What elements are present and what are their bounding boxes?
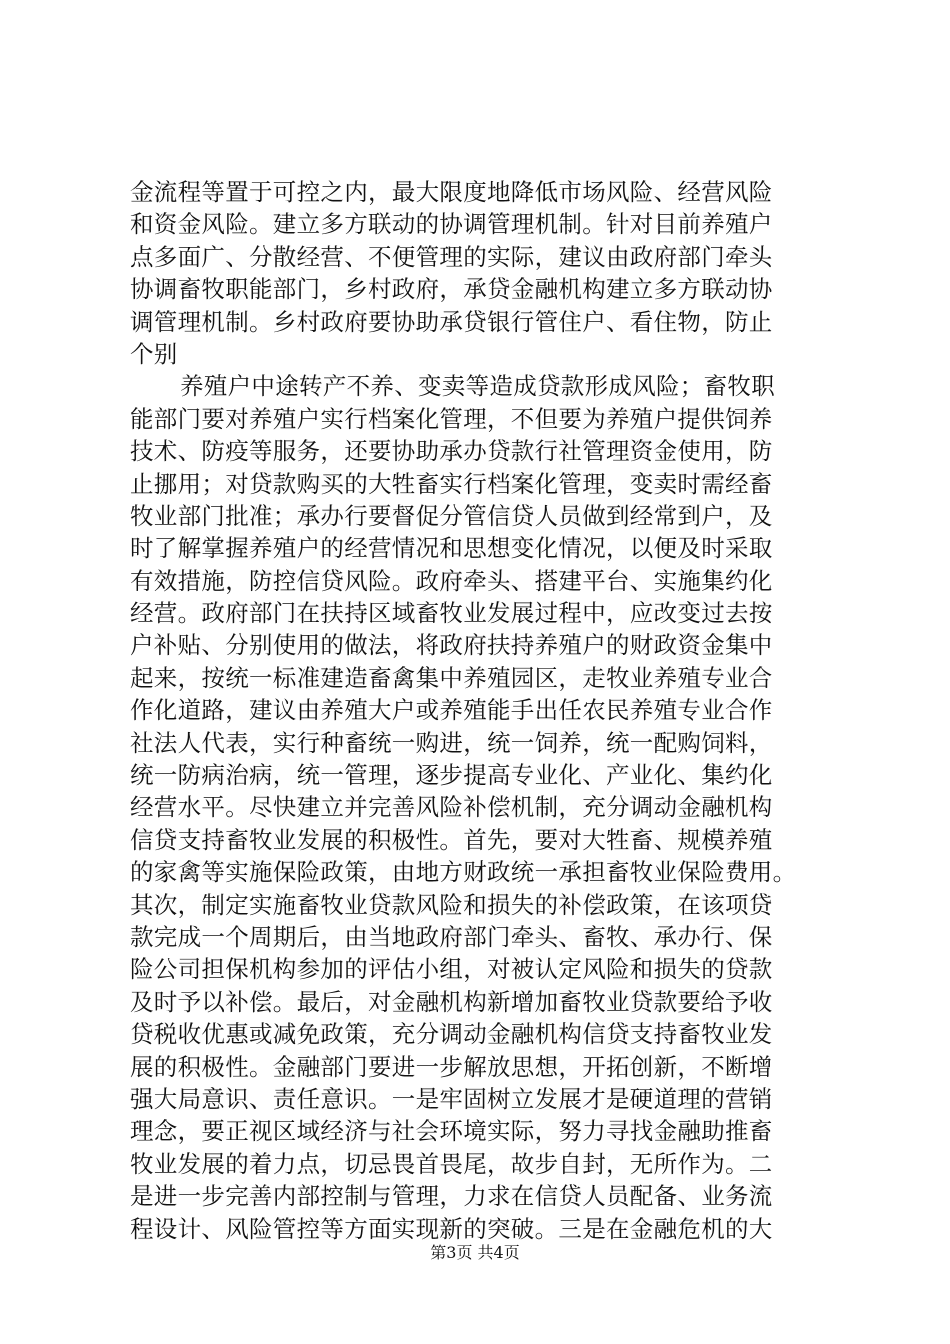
text-line: 户补贴、分别使用的做法，将政府扶持养殖户的财政资金集中 [130,631,773,660]
text-line: 技术、防疫等服务，还要协助承办贷款行社管理资金使用，防 [130,437,773,466]
text-line: 的家禽等实施保险政策，由地方财政统一承担畜牧业保险费用。 [130,858,797,887]
text-line: 经营水平。尽快建立并完善风险补偿机制，充分调动金融机构 [130,793,773,822]
text-line: 经营。政府部门在扶持区域畜牧业发展过程中，应改变过去按 [130,599,773,628]
text-line: 有效措施，防控信贷风险。政府牵头、搭建平台、实施集约化 [130,566,773,595]
text-line: 能部门要对养殖户实行档案化管理，不但要为养殖户提供饲养 [130,404,773,433]
text-line: 是进一步完善内部控制与管理，力求在信贷人员配备、业务流 [130,1182,773,1211]
text-line: 其次，制定实施畜牧业贷款风险和损失的补偿政策，在该项贷 [130,890,773,919]
text-line: 险公司担保机构参加的评估小组，对被认定风险和损失的贷款 [130,955,773,984]
text-line: 展的积极性。金融部门要进一步解放思想，开拓创新，不断增 [130,1052,773,1081]
text-line: 程设计、风险管控等方面实现新的突破。三是在金融危机的大 [130,1214,773,1243]
text-line: 及时予以补偿。最后，对金融机构新增加畜牧业贷款要给予收 [130,987,773,1016]
text-line: 牧业部门批准；承办行要督促分管信贷人员做到经常到户，及 [130,501,773,530]
text-line: 社法人代表，实行种畜统一购进，统一饲养，统一配购饲料， [130,728,773,757]
paragraph-p1 [130,176,840,370]
paragraph-p2 [130,370,840,1245]
text-line: 调管理机制。乡村政府要协助承贷银行管住户、看住物，防止 [130,307,773,336]
text-line: 协调畜牧职能部门，乡村政府，承贷金融机构建立多方联动协 [130,275,773,304]
text-line: 养殖户中途转产不养、变卖等造成贷款形成风险；畜牧职 [180,372,775,401]
text-line: 强大局意识、责任意识。一是牢固树立发展才是硬道理的营销 [130,1084,773,1113]
text-line: 牧业发展的着力点，切忌畏首畏尾，故步自封，无所作为。二 [130,1149,773,1178]
text-line: 信贷支持畜牧业发展的积极性。首先，要对大牲畜、规模养殖 [130,825,773,854]
text-line: 理念，要正视区域经济与社会环境实际，努力寻找金融助推畜 [130,1117,773,1146]
text-line: 起来，按统一标准建造畜禽集中养殖园区，走牧业养殖专业合 [130,663,773,692]
text-line: 点多面广、分散经营、不便管理的实际，建议由政府部门牵头 [130,242,773,271]
text-line: 个别 [130,339,178,368]
text-line: 作化道路，建议由养殖大户或养殖能手出任农民养殖专业合作 [130,696,773,725]
text-line: 和资金风险。建立多方联动的协调管理机制。针对目前养殖户 [130,210,773,239]
page-footer: 第3页 共4页 [430,1243,520,1262]
text-line: 款完成一个周期后，由当地政府部门牵头、畜牧、承办行、保 [130,922,773,951]
text-line: 时了解掌握养殖户的经营情况和思想变化情况，以便及时采取 [130,534,773,563]
document-body [130,176,840,1245]
text-line: 贷税收优惠或减免政策，充分调动金融机构信贷支持畜牧业发 [130,1020,773,1049]
text-line: 统一防病治病，统一管理，逐步提高专业化、产业化、集约化 [130,761,773,790]
text-line: 止挪用；对贷款购买的大牲畜实行档案化管理，变卖时需经畜 [130,469,773,498]
text-line: 金流程等置于可控之内，最大限度地降低市场风险、经营风险 [130,178,773,206]
